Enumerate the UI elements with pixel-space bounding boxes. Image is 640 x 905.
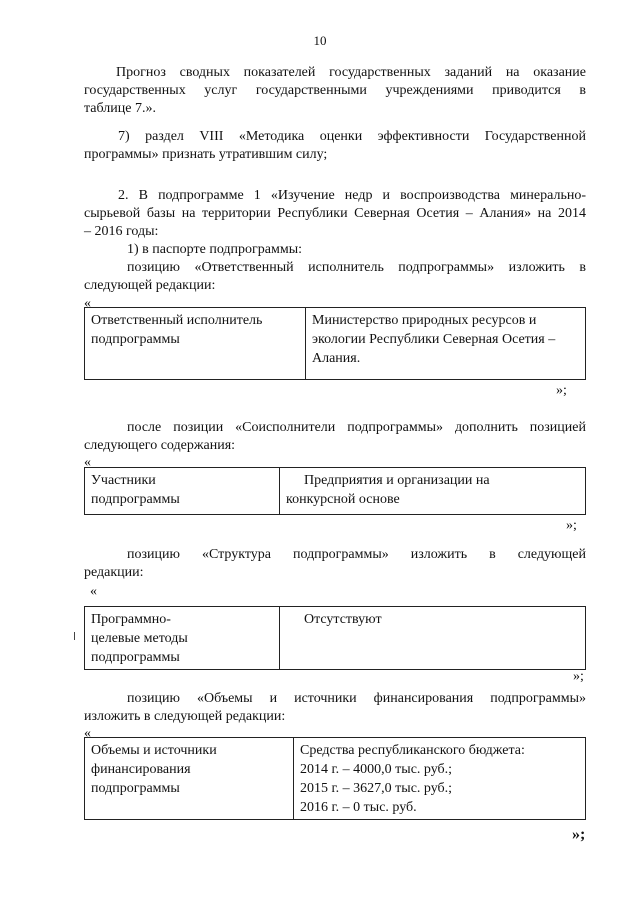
closing-quote: »; bbox=[556, 383, 567, 398]
cell-line: Программно- bbox=[91, 612, 171, 627]
closing-quote: »; bbox=[572, 826, 586, 843]
paragraph-2-line-2: программы» признать утратившим силу; bbox=[84, 147, 328, 162]
cell-line: Ответственный исполнитель bbox=[91, 313, 263, 328]
paragraph-1-line-3: таблице 7.». bbox=[84, 101, 156, 116]
opening-quote: « bbox=[90, 584, 97, 599]
paragraph-4-line-2: следующего содержания: bbox=[84, 438, 236, 453]
cell-line: экологии Республики Северная Осетия – bbox=[312, 332, 556, 347]
cell-line: Предприятия и организации на bbox=[304, 473, 490, 488]
cell-line: подпрограммы bbox=[91, 781, 180, 796]
paragraph-3-line-3: – 2016 годы: bbox=[84, 224, 159, 239]
cell-line: подпрограммы bbox=[91, 492, 180, 507]
paragraph-2-line-1: 7) раздел VIII «Методика оценки эффективности Государственной bbox=[118, 129, 586, 144]
cell-line: Отсутствуют bbox=[304, 612, 382, 627]
cell-line: Алания. bbox=[312, 351, 361, 366]
paragraph-6-line-2: изложить в следующей редакции: bbox=[84, 709, 286, 724]
table-cell-value bbox=[306, 308, 586, 380]
paragraph-5-line-1: позицию «Структура подпрограммы» изложить в следующей bbox=[127, 547, 586, 562]
table-funding bbox=[84, 737, 586, 820]
table-cell-label bbox=[85, 308, 306, 380]
cell-line: 2016 г. – 0 тыс. руб. bbox=[300, 800, 417, 815]
cell-line: целевые методы bbox=[91, 631, 188, 646]
page-number: 10 bbox=[313, 33, 327, 48]
paragraph-6-line-1: позицию «Объемы и источники финансирования подпрограммы» bbox=[127, 691, 586, 706]
cell-line: финансирования bbox=[91, 762, 191, 777]
cell-line: Министерство природных ресурсов и bbox=[312, 313, 537, 328]
cell-line: подпрограммы bbox=[91, 650, 180, 665]
paragraph-3-line-4: 1) в паспорте подпрограммы: bbox=[127, 242, 303, 257]
paragraph-5-line-2: редакции: bbox=[84, 565, 144, 580]
closing-quote: »; bbox=[573, 669, 584, 684]
table-cell-value bbox=[280, 607, 586, 670]
table-cell-value bbox=[294, 738, 586, 820]
table-cell-label bbox=[85, 468, 280, 515]
cell-line: Средства республиканского бюджета: bbox=[300, 743, 525, 758]
paragraph-3-line-5: позицию «Ответственный исполнитель подпрограммы» изложить в bbox=[127, 260, 586, 275]
opening-quote: « bbox=[84, 726, 91, 741]
cell-line: 2015 г. – 3627,0 тыс. руб.; bbox=[300, 781, 453, 796]
table-structure bbox=[84, 606, 586, 670]
table-participants bbox=[84, 467, 586, 515]
table-cell-label bbox=[85, 607, 280, 670]
paragraph-3-line-2: сырьевой базы на территории Республики Северная Осетия – Алания» на 2014 bbox=[84, 206, 586, 221]
cell-line: подпрограммы bbox=[91, 332, 180, 347]
cell-line: 2014 г. – 4000,0 тыс. руб.; bbox=[300, 762, 453, 777]
paragraph-4-line-1: после позиции «Соисполнители подпрограммы» дополнить позицией bbox=[127, 420, 586, 435]
cell-line: конкурсной основе bbox=[286, 492, 400, 507]
paragraph-3-line-6: следующей редакции: bbox=[84, 278, 216, 293]
paragraph-1-line-2: государственных услуг государственными учреждениями приводится в bbox=[84, 83, 586, 98]
opening-quote: « bbox=[84, 296, 91, 311]
closing-quote: »; bbox=[566, 518, 577, 533]
paragraph-1-line-1: Прогноз сводных показателей государственных заданий на оказание bbox=[116, 65, 586, 80]
table-cell-value bbox=[280, 468, 586, 515]
cell-line: Объемы и источники bbox=[91, 743, 217, 758]
opening-quote: « bbox=[84, 455, 91, 470]
table-responsible-executor bbox=[84, 307, 586, 380]
paragraph-3-line-1: 2. В подпрограмме 1 «Изучение недр и воспроизводства минерально- bbox=[118, 188, 586, 203]
scan-mark bbox=[74, 632, 75, 640]
cell-line: Участники bbox=[91, 473, 156, 488]
table-cell-label bbox=[85, 738, 294, 820]
